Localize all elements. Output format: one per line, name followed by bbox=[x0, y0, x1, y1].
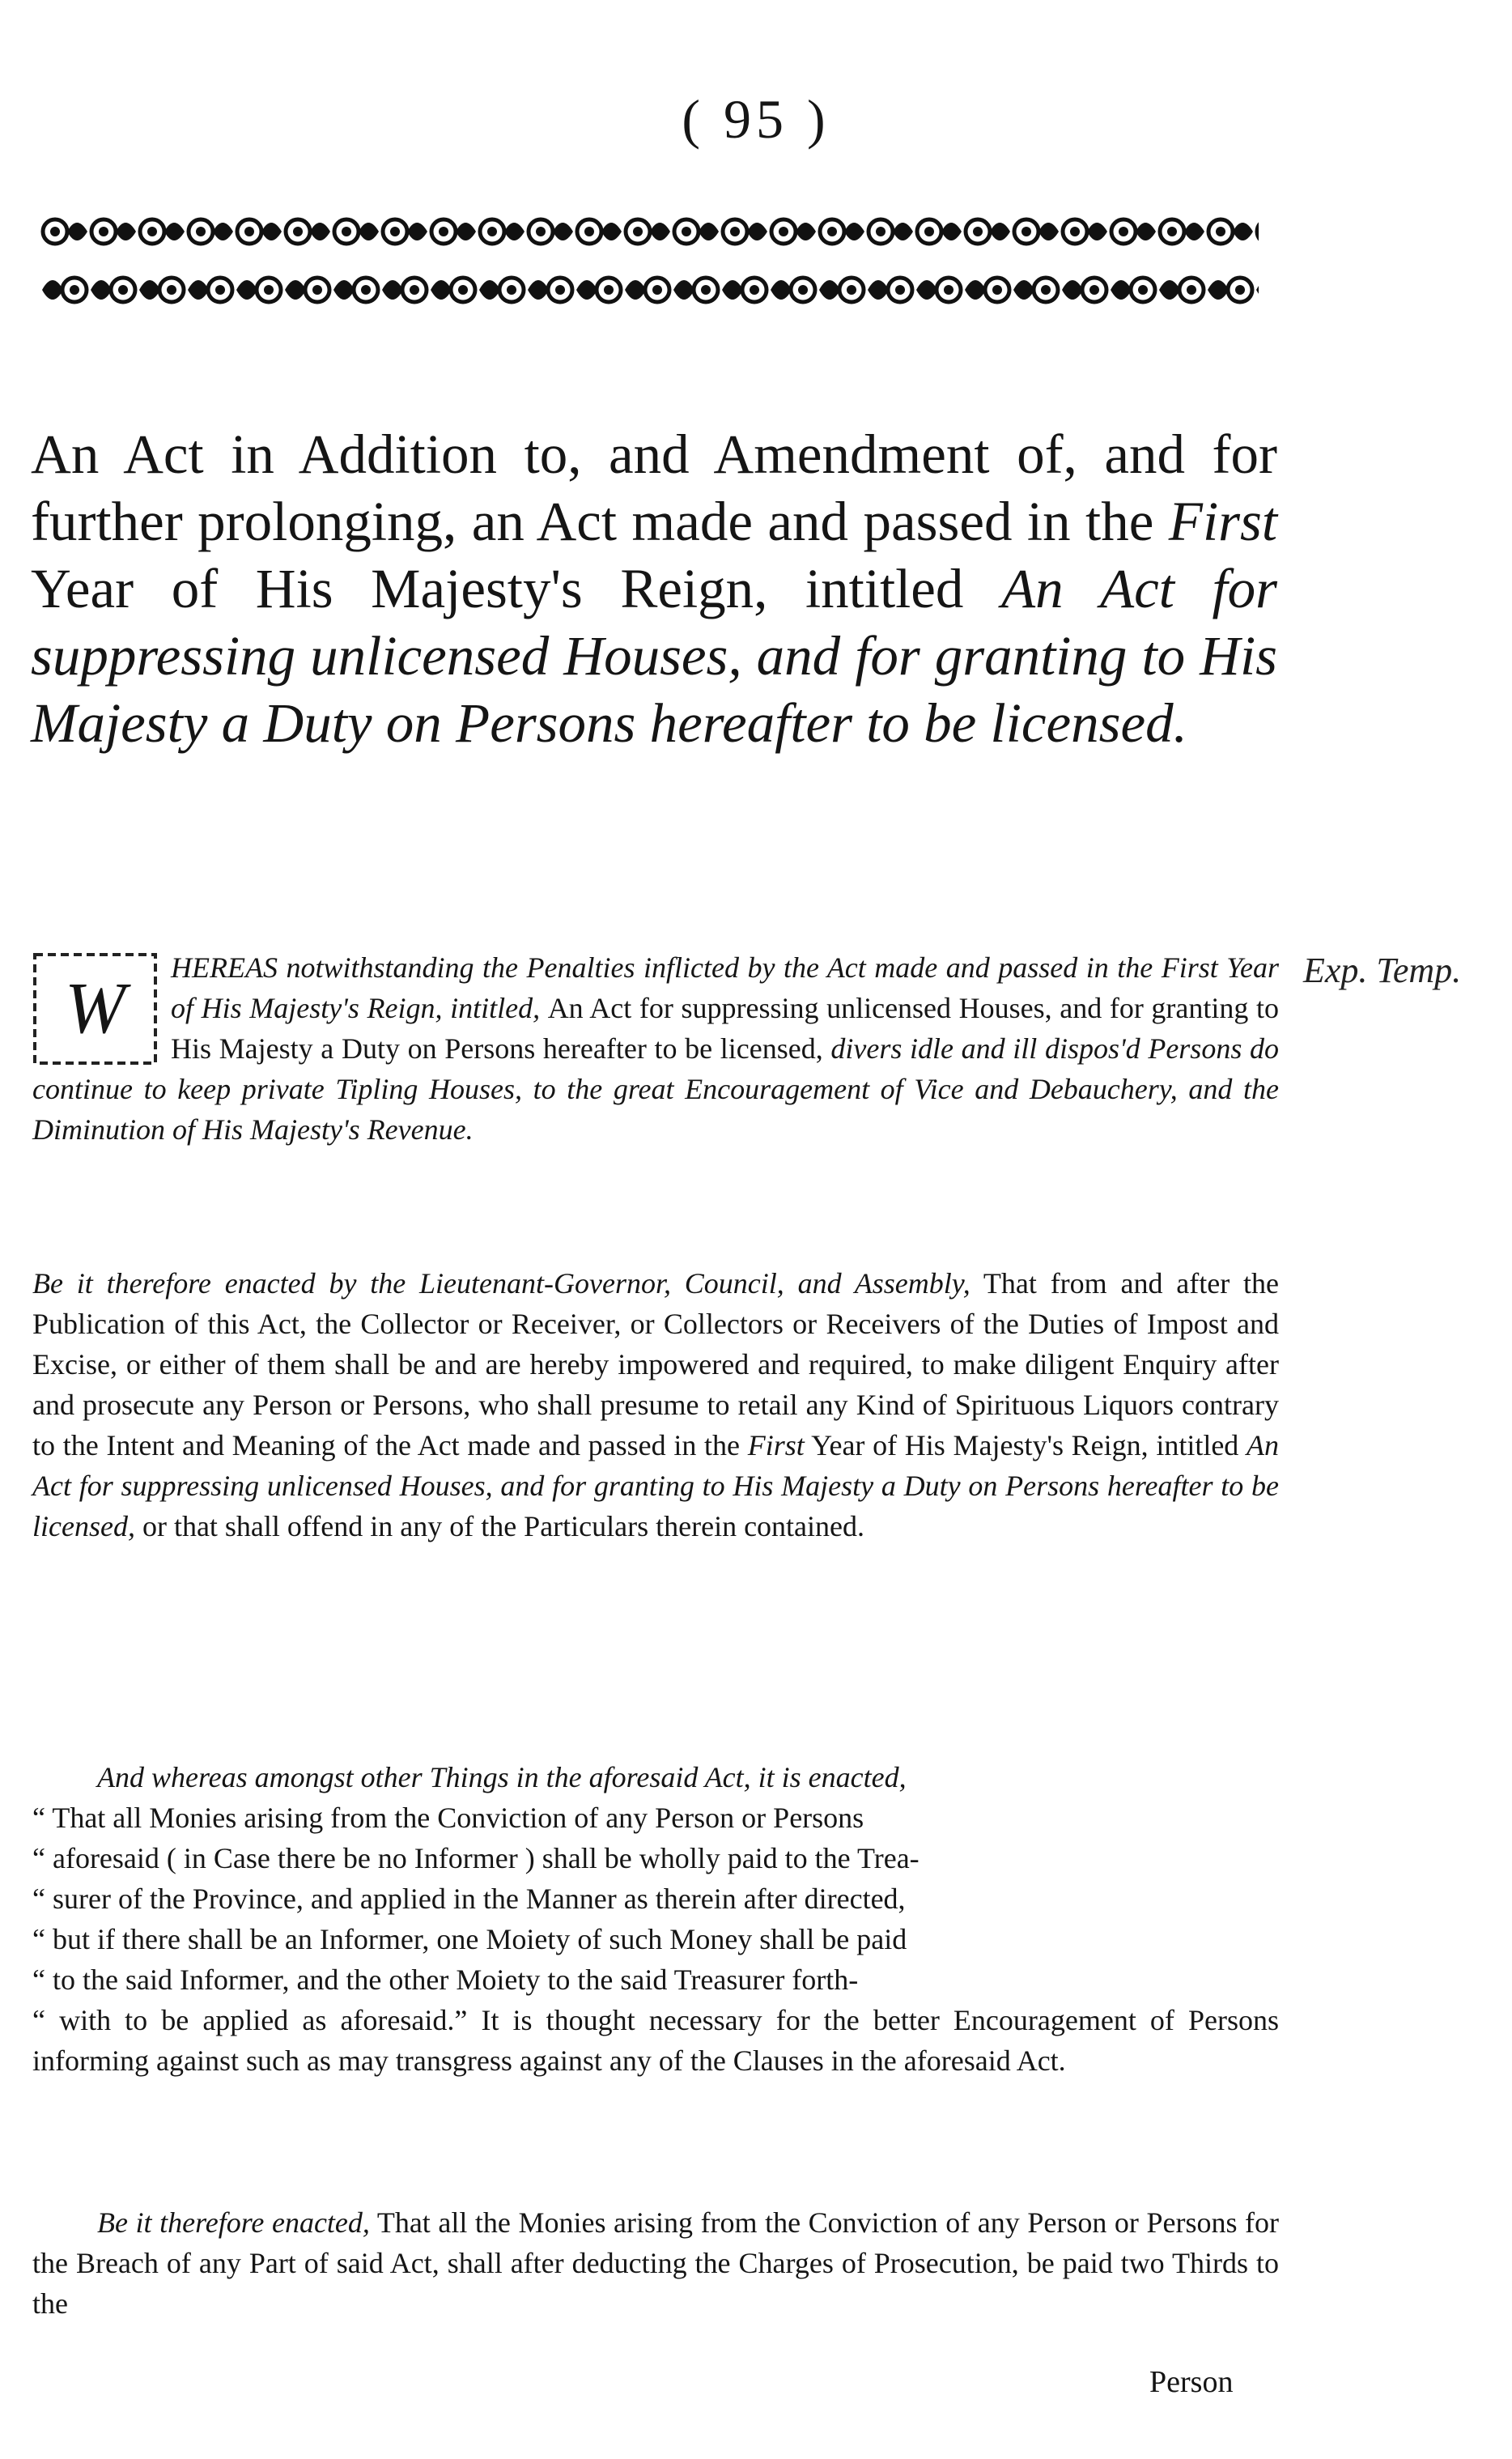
quote-line: “ That all Monies arising from the Conviction of any Person or Persons bbox=[32, 1802, 864, 1834]
section-1-body-2: Year of His Majesty's Reign, intitled bbox=[804, 1429, 1247, 1461]
quote-line: “ to the said Informer, and the other Moiety to the said Treasurer forth- bbox=[32, 1963, 859, 1996]
section-2-tail: It is thought necessary for the better Encouragement of Persons informing against such as may transgress against any of the Clauses in the aforesaid Act. bbox=[32, 2004, 1279, 2077]
ornament-band-bottom bbox=[40, 267, 1259, 312]
section-1-body: That from and after the Publication of this Act, the Collector or Receiver, or Collectors or Receivers of the Duties of Impost and Excise, or either of them shall be and are hereby impowered and required, to make diligent Enquiry after and prosecute any Person or Persons, who shall presume to retail any Kind of Spirituous Liquors contrary to the Intent and Meaning of the Act made and passed in the bbox=[32, 1267, 1280, 1461]
page-number: ( 95 ) bbox=[682, 88, 830, 150]
drop-capital-letter: W bbox=[65, 968, 125, 1049]
margin-note: Exp. Temp. bbox=[1303, 951, 1462, 990]
section-3-body: That all the Monies arising from the Conviction of any Person or Persons for the Breach of any Part of said Act, shall after deducting the Charges of Prosecution, be paid two Thirds to the bbox=[32, 2206, 1280, 2320]
section-1-body-3: or that shall offend in any of the Particulars therein contained. bbox=[134, 1510, 865, 1542]
title-mid: Year of His Majesty's Reign, intitled bbox=[31, 558, 1001, 619]
preamble-part-1: notwithstanding the Penalties inflicted by the Act made and passed in the bbox=[277, 951, 1162, 984]
preamble-lead-caps: HEREAS bbox=[171, 951, 278, 984]
preamble-part-3: An Act for suppressing unlicensed Houses, and for granting to His Majesty a Duty on Persons hereafter to be licensed, bbox=[171, 992, 1279, 1065]
scroll-ornament-icon bbox=[40, 209, 1259, 253]
title-first: First bbox=[1168, 491, 1277, 552]
section-1-paragraph bbox=[32, 1263, 1279, 1546]
title-main: An Act in Addition to, and Amendment of, and for further prolonging, an Act made and passed in the bbox=[31, 423, 1277, 552]
preamble-part-4: divers idle and ill dispos'd Persons do continue to keep private Tipling Houses, to the great Encouragement of Vice and Debauchery, and the Diminution of His Majesty's Revenue. bbox=[32, 1032, 1279, 1146]
scroll-ornament-icon bbox=[40, 267, 1259, 312]
quote-line: “ with to be applied as aforesaid.” bbox=[32, 2004, 468, 2036]
title-italic: An Act for suppressing unlicensed Houses, and for granting to His Majesty a Duty on Persons hereafter to be licensed. bbox=[31, 558, 1277, 754]
quote-line: “ surer of the Province, and applied in the Manner as therein after directed, bbox=[32, 1883, 906, 1915]
section-1-first: First bbox=[747, 1429, 805, 1461]
quote-line: “ aforesaid ( in Case there be no Informer ) shall be wholly paid to the Trea- bbox=[32, 1842, 920, 1874]
section-1-act-title: An Act for suppressing unlicensed Houses, and for granting to His Majesty a Duty on Persons hereafter to be licensed, bbox=[32, 1429, 1279, 1542]
section-1-lead: Be it therefore enacted by the Lieutenant-Governor, Council, and Assembly, bbox=[32, 1267, 970, 1300]
preamble-part-2: First Year of His Majesty's Reign, intitled, bbox=[171, 951, 1279, 1024]
act-title bbox=[31, 421, 1277, 757]
quote-line: “ but if there shall be an Informer, one Moiety of such Money shall be paid bbox=[32, 1923, 907, 1955]
section-3-lead: Be it therefore enacted, bbox=[97, 2206, 370, 2239]
ornament-band-top bbox=[40, 209, 1259, 253]
catchword: Person bbox=[1149, 2365, 1234, 2399]
section-2-paragraph bbox=[32, 1757, 1279, 2081]
preamble-paragraph bbox=[32, 947, 1279, 1150]
section-2-lead: And whereas amongst other Things in the aforesaid Act, it is enacted, bbox=[97, 1761, 907, 1793]
section-3-paragraph bbox=[32, 2202, 1279, 2324]
drop-capital bbox=[32, 952, 158, 1066]
